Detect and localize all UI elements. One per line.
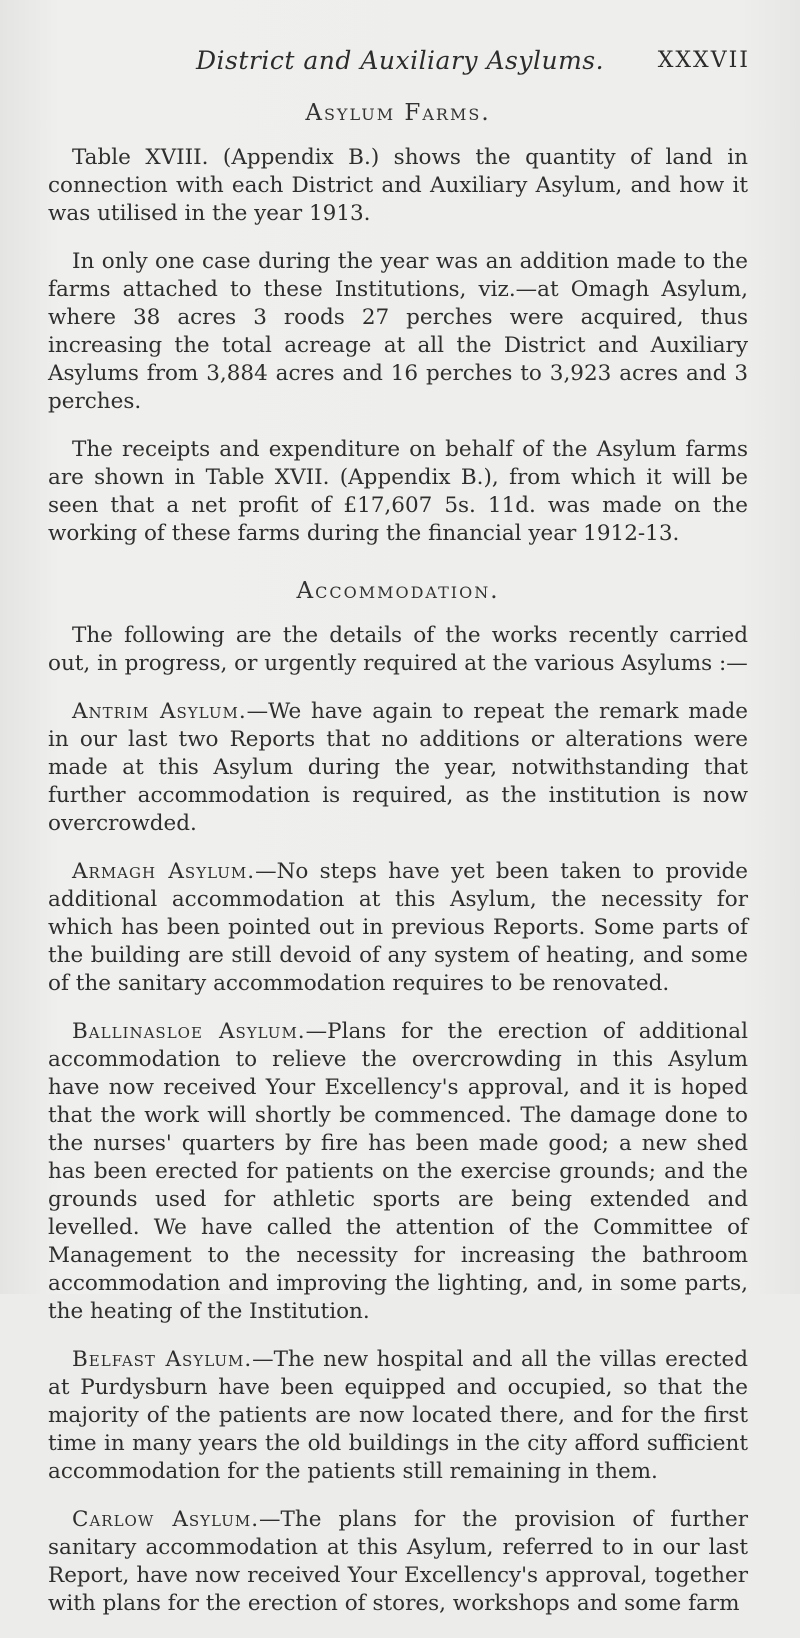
paragraph-lead: Carlow Asylum.	[72, 1507, 260, 1532]
paragraph-text: Table XVIII. (Appendix B.) shows the quantity of land in connection with each District and Auxiliary Asylum, and how it was utilised in the year 1913.	[48, 145, 748, 226]
paragraph-text: —Plans for the erection of additional accommodation to relieve the overcrowding in this Asylum have now received Your Excellency's approval, and it is hoped that the work will shortly be commenced. The damage done to the nurses' quarters by fire has been made good; a new shed has been erected for patients on the exercise grounds; and the grounds used for athletic sports are being extended and levelled. We have called the attention of the Committee of Management to the necessity for increasing the bathroom accommodation and improving the lighting, and, in some parts, the heating of the Institution.	[48, 1019, 748, 1324]
page-number: XXXVII	[657, 48, 750, 73]
section-heading-asylum-farms: Asylum Farms.	[305, 100, 491, 126]
paragraph-text: In only one case during the year was an addition made to the farms attached to these Institutions, viz.—at Omagh Asylum, where 38 acres 3 roods 27 perches were acquired, thus increasing the total acreage at all the District and Auxiliary Asylums from 3,884 acres and 16 perches to 3,923 acres and 3 perches.	[48, 249, 748, 414]
paragraph-text: —The new hospital and all the villas erected at Purdysburn have been equipped and occupied, so that the majority of the patients are now located there, and for the first time in many years the old buildings in the city afford sufficient accommodation for the patients still remaining in them.	[48, 1347, 748, 1484]
paragraph-belfast-asylum	[48, 1346, 748, 1486]
paragraph-farms-receipts	[48, 436, 748, 548]
running-title: District and Auxiliary Asylums.	[196, 46, 605, 75]
paragraph-antrim-asylum	[48, 698, 748, 838]
running-head	[0, 46, 800, 86]
page-body	[48, 100, 748, 1638]
paragraph-accommodation-intro	[48, 622, 748, 678]
paragraph-lead: Antrim Asylum.	[72, 699, 247, 724]
paragraph-farms-table	[48, 144, 748, 228]
paragraph-text: —We have again to repeat the remark made in our last two Reports that no additions or alterations were made at this Asylum during the year, notwithstanding that further accommodation is required, as the institution is now overcrowded.	[48, 699, 748, 836]
paragraph-carlow-asylum	[48, 1506, 748, 1618]
paragraph-text: —The plans for the provision of further sanitary accommodation at this Asylum, referred to in our last Report, have now received Your Excellency's approval, together with plans for the erection of stores, workshops and some farm	[48, 1507, 748, 1616]
paragraph-text: The receipts and expenditure on behalf of the Asylum farms are shown in Table XVII. (Appendix B.), from which it will be seen that a net profit of £17,607 5s. 11d. was made on the working of these farms during the financial year 1912-13.	[48, 437, 748, 546]
paragraph-text: The following are the details of the works recently carried out, in progress, or urgently required at the various Asylums :—	[48, 623, 748, 676]
paragraph-text: —No steps have yet been taken to provide additional accommodation at this Asylum, the necessity for which has been pointed out in previous Reports. Some parts of the building are still devoid of any system of heating, and some of the sanitary accommodation requires to be renovated.	[48, 859, 748, 996]
paragraph-lead: Belfast Asylum.	[72, 1347, 253, 1372]
section-heading-accommodation: Accommodation.	[296, 578, 500, 604]
paragraph-lead: Ballinasloe Asylum.	[72, 1019, 306, 1044]
paragraph-armagh-asylum	[48, 858, 748, 998]
paragraph-ballinasloe-asylum	[48, 1018, 748, 1326]
paragraph-lead: Armagh Asylum.	[72, 859, 256, 884]
paragraph-farms-addition	[48, 248, 748, 416]
